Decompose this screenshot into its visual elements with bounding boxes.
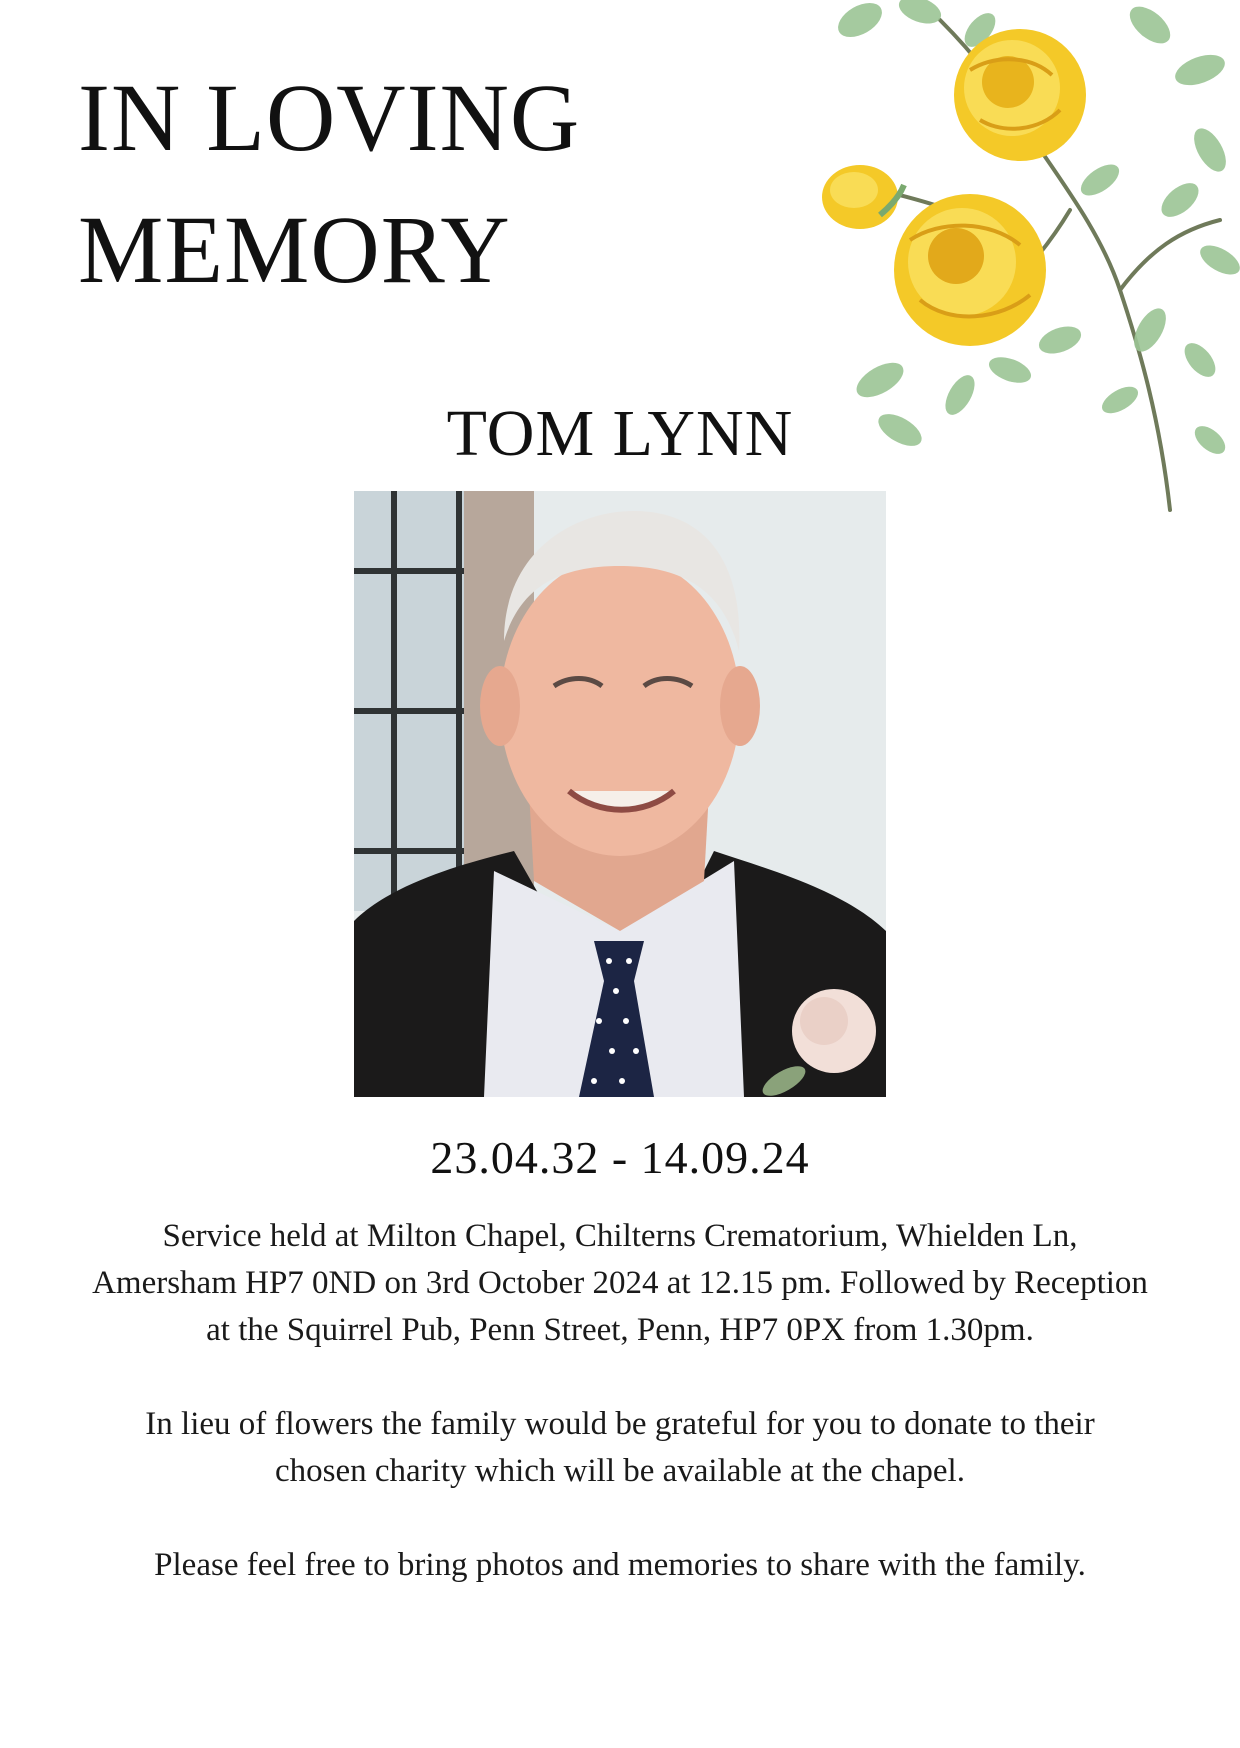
page-title [78, 52, 580, 316]
service-line-3: at the Squirrel Pub, Penn Street, Penn, HP7 0PX from 1.30pm. [206, 1312, 1034, 1348]
donation-line-2: chosen charity which will be available at the chapel. [275, 1453, 965, 1489]
donation-line-1: In lieu of flowers the family would be grateful for you to donate to their [145, 1406, 1095, 1442]
service-line-1: Service held at Milton Chapel, Chilterns Crematorium, Whielden Ln, [162, 1218, 1078, 1254]
service-line-2: Amersham HP7 0ND on 3rd October 2024 at 12.15 pm. Followed by Reception [92, 1265, 1148, 1301]
memories-note [20, 1542, 1220, 1589]
life-dates: 23.04.32 - 14.09.24 [430, 1132, 810, 1183]
donation-note [20, 1401, 1220, 1495]
deceased-name: TOM LYNN [446, 397, 794, 470]
memories-line: Please feel free to bring photos and memories to share with the family. [154, 1547, 1086, 1583]
title-line-2: MEMORY [78, 196, 511, 303]
service-details [20, 1213, 1220, 1354]
portrait-icon [354, 491, 886, 1097]
portrait-photo [354, 491, 886, 1097]
title-line-1: IN LOVING [78, 64, 581, 171]
